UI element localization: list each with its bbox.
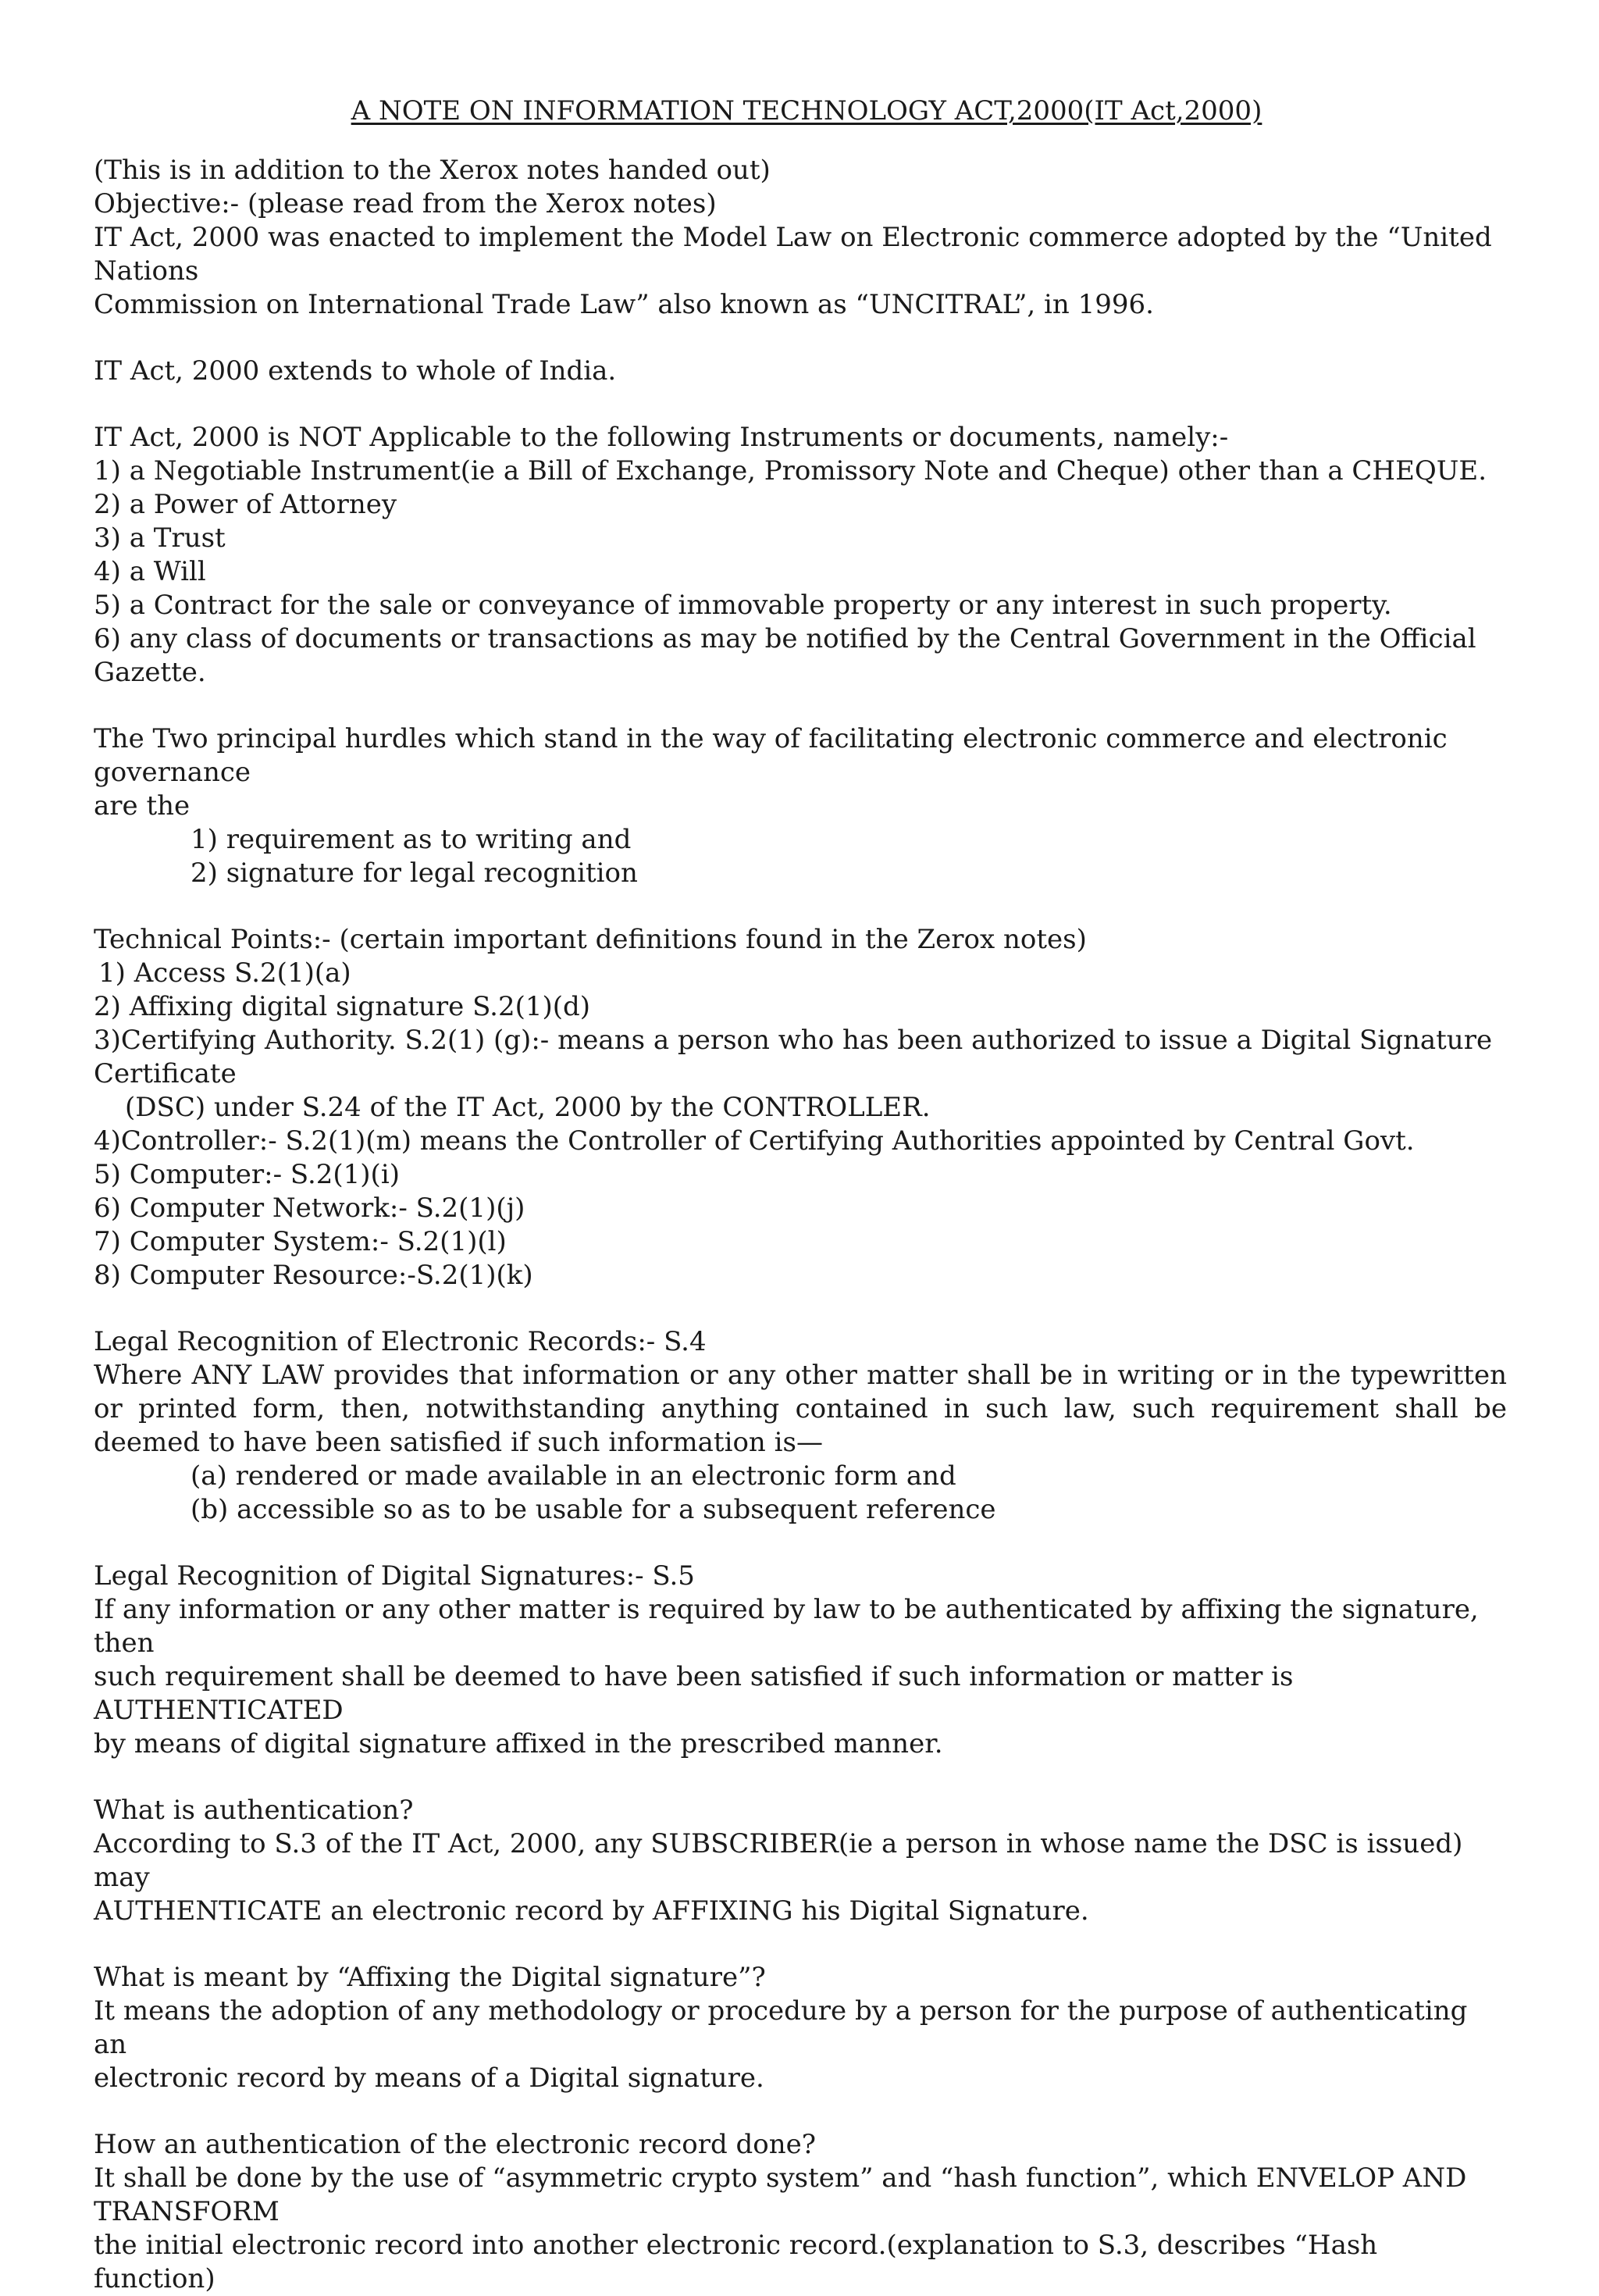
not-applicable-item: 1) a Negotiable Instrument(ie a Bill of Exchange, Promissory Note and Cheque) other than a CHEQUE. <box>94 455 1487 487</box>
extends-statement: IT Act, 2000 extends to whole of India. <box>94 355 617 387</box>
technical-item: 4)Controller:- S.2(1)(m) means the Controller of Certifying Authorities appointed by Central Govt. <box>94 1125 1415 1157</box>
electronic-records-item: (a) rendered or made available in an electronic form and <box>191 1460 956 1492</box>
digital-signatures-line-1: If any information or any other matter is required by law to be authenticated by affixing the signature, then <box>94 1594 1479 1659</box>
intro-addition: (This is in addition to the Xerox notes handed out) <box>94 155 771 186</box>
technical-item: 8) Computer Resource:-S.2(1)(k) <box>94 1260 533 1291</box>
technical-heading: Technical Points:- (certain important definitions found in the Zerox notes) <box>94 924 1087 955</box>
digital-signatures-heading: Legal Recognition of Digital Signatures:- S.5 <box>94 1560 695 1592</box>
not-applicable-item: 4) a Will <box>94 556 206 587</box>
hurdles-line-2: are the <box>94 790 191 822</box>
not-applicable-heading: IT Act, 2000 is NOT Applicable to the following Instruments or documents, namely:- <box>94 422 1229 453</box>
intro-objective: Objective:- (please read from the Xerox notes) <box>94 188 717 219</box>
not-applicable-item: 5) a Contract for the sale or conveyance of immovable property or any interest in such property. <box>94 590 1392 621</box>
technical-item-continuation: (DSC) under S.24 of the IT Act, 2000 by the CONTROLLER. <box>125 1092 931 1123</box>
not-applicable-item: 6) any class of documents or transactions as may be notified by the Central Government in the Official Gazette. <box>94 623 1476 688</box>
not-applicable-item: 3) a Trust <box>94 522 226 554</box>
technical-item: 6) Computer Network:- S.2(1)(j) <box>94 1193 525 1224</box>
how-done-line-1: It shall be done by the use of “asymmetric crypto system” and “hash function”, which ENVELOP AND TRANSFORM <box>94 2162 1467 2227</box>
page-title: A NOTE ON INFORMATION TECHNOLOGY ACT,2000(IT Act,2000) <box>351 95 1262 127</box>
affixing-line-2: electronic record by means of a Digital signature. <box>94 2062 764 2094</box>
hurdles-line-1: The Two principal hurdles which stand in the way of facilitating electronic commerce and electronic governance <box>94 723 1448 788</box>
electronic-records-item: (b) accessible so as to be usable for a subsequent reference <box>191 1494 996 1525</box>
intro-enacted-line-2: Commission on International Trade Law” also known as “UNCITRAL”, in 1996. <box>94 289 1154 320</box>
digital-signatures-line-3: by means of digital signature affixed in the prescribed manner. <box>94 1728 943 1759</box>
intro-enacted-line-1: IT Act, 2000 was enacted to implement the Model Law on Electronic commerce adopted by the “United Nations <box>94 222 1492 287</box>
hurdles-item: 1) requirement as to writing and <box>191 824 632 855</box>
electronic-records-paragraph: Where ANY LAW provides that information or any other matter shall be in writing or in the typewritten or printed form, then, notwithstanding anything contained in such law, such requirement shall be deemed to have been satisfied if such information is— <box>94 1360 1507 1458</box>
electronic-records-heading: Legal Recognition of Electronic Records:- S.4 <box>94 1326 707 1357</box>
technical-item: 1) Access S.2(1)(a) <box>98 957 351 989</box>
technical-item: 7) Computer System:- S.2(1)(l) <box>94 1226 507 1257</box>
technical-item: 3)Certifying Authority. S.2(1) (g):- means a person who has been authorized to issue a Digital Signature Certificate <box>94 1025 1493 1089</box>
technical-item: 5) Computer:- S.2(1)(i) <box>94 1159 400 1190</box>
document-body <box>94 154 1507 2296</box>
authentication-question: What is authentication? <box>94 1795 414 1826</box>
hurdles-item: 2) signature for legal recognition <box>191 857 638 889</box>
technical-item: 2) Affixing digital signature S.2(1)(d) <box>94 991 591 1022</box>
digital-signatures-line-2: such requirement shall be deemed to have been satisfied if such information or matter is AUTHENTICATED <box>94 1661 1294 1726</box>
not-applicable-item: 2) a Power of Attorney <box>94 489 397 520</box>
affixing-question: What is meant by “Affixing the Digital signature”? <box>94 1962 766 1993</box>
authentication-line-2: AUTHENTICATE an electronic record by AFFIXING his Digital Signature. <box>94 1895 1089 1927</box>
affixing-line-1: It means the adoption of any methodology or procedure by a person for the purpose of authenticating an <box>94 1995 1468 2060</box>
how-done-question: How an authentication of the electronic record done? <box>94 2129 817 2160</box>
how-done-line-2: the initial electronic record into another electronic record.(explanation to S.3, describes “Hash function) <box>94 2230 1378 2294</box>
authentication-line-1: According to S.3 of the IT Act, 2000, any SUBSCRIBER(ie a person in whose name the DSC is issued) may <box>94 1828 1463 1893</box>
